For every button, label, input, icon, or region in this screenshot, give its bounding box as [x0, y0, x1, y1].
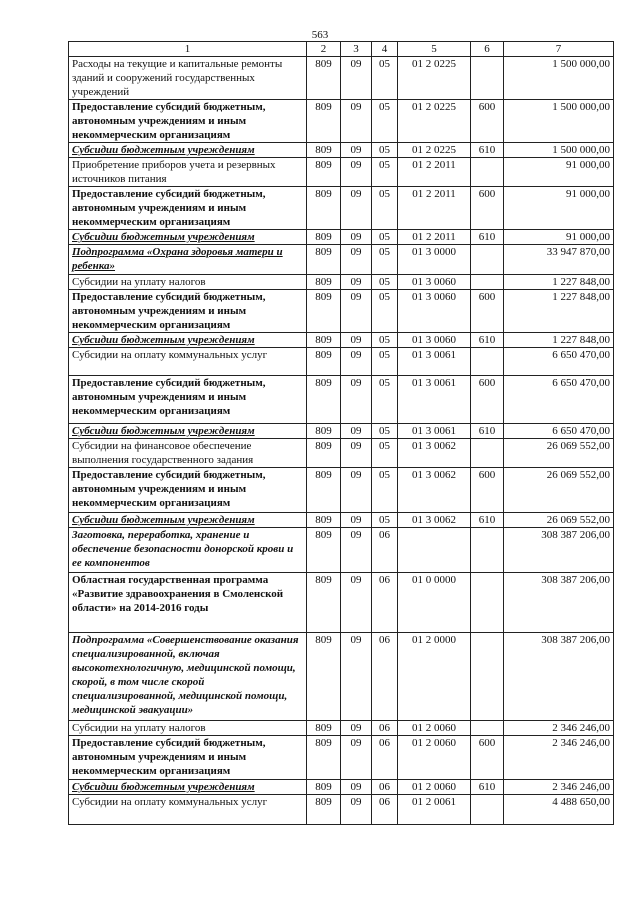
item-name: Областная государственная программа «Развитие здравоохранения в Смоленской области» на 2014-2016 годы	[69, 573, 307, 633]
target-article-code: 01 3 0062	[398, 513, 471, 528]
amount: 1 227 848,00	[504, 290, 614, 333]
section-code: 09	[341, 573, 372, 633]
subsection-code: 05	[372, 468, 398, 513]
subsection-code: 05	[372, 376, 398, 424]
item-name: Субсидии на уплату налогов	[69, 721, 307, 736]
item-name: Субсидии на оплату коммунальных услуг	[69, 348, 307, 376]
target-article-code: 01 3 0062	[398, 468, 471, 513]
ministry-code: 809	[307, 468, 341, 513]
table-row	[69, 513, 614, 528]
subsection-code: 05	[372, 333, 398, 348]
target-article-code: 01 3 0061	[398, 376, 471, 424]
header-row	[69, 42, 614, 57]
target-article-code: 01 3 0060	[398, 275, 471, 290]
amount: 26 069 552,00	[504, 468, 614, 513]
amount: 6 650 470,00	[504, 424, 614, 439]
subsection-code: 05	[372, 348, 398, 376]
ministry-code: 809	[307, 187, 341, 230]
target-article-code: 01 2 0061	[398, 795, 471, 825]
expense-type-code: 600	[471, 187, 504, 230]
subsection-code: 05	[372, 230, 398, 245]
item-name: Субсидии на финансовое обеспечение выполнения государственного задания	[69, 439, 307, 468]
item-name: Субсидии бюджетным учреждениям	[69, 333, 307, 348]
ministry-code: 809	[307, 376, 341, 424]
table-row	[69, 57, 614, 100]
expense-type-code	[471, 721, 504, 736]
item-name: Субсидии бюджетным учреждениям	[69, 143, 307, 158]
amount: 1 227 848,00	[504, 275, 614, 290]
table-row	[69, 100, 614, 143]
item-name: Субсидии бюджетным учреждениям	[69, 424, 307, 439]
expense-type-code: 610	[471, 333, 504, 348]
expense-type-code	[471, 158, 504, 187]
ministry-code: 809	[307, 333, 341, 348]
expense-type-code	[471, 57, 504, 100]
subsection-code: 06	[372, 780, 398, 795]
amount: 308 387 206,00	[504, 528, 614, 573]
amount: 26 069 552,00	[504, 439, 614, 468]
amount: 1 500 000,00	[504, 143, 614, 158]
amount: 2 346 246,00	[504, 736, 614, 780]
table-row	[69, 736, 614, 780]
section-code: 09	[341, 158, 372, 187]
expense-type-code: 610	[471, 780, 504, 795]
amount: 91 000,00	[504, 187, 614, 230]
table-body	[69, 57, 614, 825]
amount: 33 947 870,00	[504, 245, 614, 275]
subsection-code: 05	[372, 439, 398, 468]
ministry-code: 809	[307, 143, 341, 158]
target-article-code: 01 3 0000	[398, 245, 471, 275]
subsection-code: 05	[372, 57, 398, 100]
section-code: 09	[341, 439, 372, 468]
amount: 91 000,00	[504, 158, 614, 187]
budget-table	[68, 41, 614, 825]
item-name: Предоставление субсидий бюджетным, автономным учреждениям и иным некоммерческим организациям	[69, 376, 307, 424]
table-row	[69, 780, 614, 795]
header-col-7: 7	[504, 42, 614, 57]
item-name: Предоставление субсидий бюджетным, автономным учреждениям и иным некоммерческим организациям	[69, 100, 307, 143]
expense-type-code: 600	[471, 468, 504, 513]
target-article-code	[398, 528, 471, 573]
expense-type-code: 600	[471, 736, 504, 780]
ministry-code: 809	[307, 275, 341, 290]
target-article-code: 01 3 0061	[398, 348, 471, 376]
subsection-code: 05	[372, 275, 398, 290]
subsection-code: 05	[372, 158, 398, 187]
target-article-code: 01 3 0062	[398, 439, 471, 468]
subsection-code: 05	[372, 245, 398, 275]
target-article-code: 01 2 2011	[398, 158, 471, 187]
expense-type-code	[471, 795, 504, 825]
expense-type-code: 610	[471, 230, 504, 245]
subsection-code: 05	[372, 143, 398, 158]
expense-type-code	[471, 573, 504, 633]
header-col-3: 3	[341, 42, 372, 57]
subsection-code: 05	[372, 290, 398, 333]
ministry-code: 809	[307, 57, 341, 100]
expense-type-code	[471, 633, 504, 721]
subsection-code: 06	[372, 633, 398, 721]
section-code: 09	[341, 333, 372, 348]
ministry-code: 809	[307, 721, 341, 736]
amount: 308 387 206,00	[504, 633, 614, 721]
item-name: Подпрограмма «Охрана здоровья матери и ребенка»	[69, 245, 307, 275]
item-name: Заготовка, переработка, хранение и обеспечение безопасности донорской крови и ее компонентов	[69, 528, 307, 573]
amount: 1 500 000,00	[504, 57, 614, 100]
header-col-4: 4	[372, 42, 398, 57]
section-code: 09	[341, 528, 372, 573]
section-code: 09	[341, 230, 372, 245]
ministry-code: 809	[307, 795, 341, 825]
target-article-code: 01 2 0225	[398, 100, 471, 143]
amount: 2 346 246,00	[504, 780, 614, 795]
item-name: Предоставление субсидий бюджетным, автономным учреждениям и иным некоммерческим организациям	[69, 290, 307, 333]
table-row	[69, 333, 614, 348]
section-code: 09	[341, 187, 372, 230]
section-code: 09	[341, 424, 372, 439]
section-code: 09	[341, 245, 372, 275]
section-code: 09	[341, 57, 372, 100]
ministry-code: 809	[307, 780, 341, 795]
amount: 6 650 470,00	[504, 348, 614, 376]
expense-type-code: 610	[471, 424, 504, 439]
amount: 1 227 848,00	[504, 333, 614, 348]
amount: 1 500 000,00	[504, 100, 614, 143]
subsection-code: 05	[372, 513, 398, 528]
target-article-code: 01 3 0061	[398, 424, 471, 439]
item-name: Субсидии бюджетным учреждениям	[69, 780, 307, 795]
section-code: 09	[341, 721, 372, 736]
subsection-code: 06	[372, 573, 398, 633]
subsection-code: 05	[372, 424, 398, 439]
section-code: 09	[341, 736, 372, 780]
expense-type-code: 610	[471, 143, 504, 158]
section-code: 09	[341, 348, 372, 376]
table-row	[69, 633, 614, 721]
section-code: 09	[341, 290, 372, 333]
table-row	[69, 468, 614, 513]
table-row	[69, 275, 614, 290]
header-col-1: 1	[69, 42, 307, 57]
section-code: 09	[341, 143, 372, 158]
amount: 4 488 650,00	[504, 795, 614, 825]
table-row	[69, 348, 614, 376]
target-article-code: 01 3 0060	[398, 333, 471, 348]
section-code: 09	[341, 633, 372, 721]
header-col-5: 5	[398, 42, 471, 57]
expense-type-code	[471, 528, 504, 573]
subsection-code: 06	[372, 721, 398, 736]
target-article-code: 01 3 0060	[398, 290, 471, 333]
section-code: 09	[341, 100, 372, 143]
subsection-code: 06	[372, 795, 398, 825]
ministry-code: 809	[307, 633, 341, 721]
subsection-code: 05	[372, 100, 398, 143]
item-name: Субсидии на оплату коммунальных услуг	[69, 795, 307, 825]
header-col-2: 2	[307, 42, 341, 57]
header-col-6: 6	[471, 42, 504, 57]
item-name: Субсидии бюджетным учреждениям	[69, 230, 307, 245]
subsection-code: 05	[372, 187, 398, 230]
table-row	[69, 721, 614, 736]
amount: 6 650 470,00	[504, 376, 614, 424]
table-row	[69, 528, 614, 573]
expense-type-code: 600	[471, 100, 504, 143]
table-row	[69, 230, 614, 245]
table-row	[69, 439, 614, 468]
target-article-code: 01 2 2011	[398, 230, 471, 245]
table-row	[69, 573, 614, 633]
table-row	[69, 143, 614, 158]
target-article-code: 01 2 0060	[398, 721, 471, 736]
subsection-code: 06	[372, 528, 398, 573]
item-name: Субсидии на уплату налогов	[69, 275, 307, 290]
ministry-code: 809	[307, 290, 341, 333]
ministry-code: 809	[307, 573, 341, 633]
expense-type-code: 600	[471, 290, 504, 333]
expense-type-code	[471, 439, 504, 468]
table-row	[69, 424, 614, 439]
expense-type-code	[471, 275, 504, 290]
ministry-code: 809	[307, 348, 341, 376]
section-code: 09	[341, 376, 372, 424]
item-name: Предоставление субсидий бюджетным, автономным учреждениям и иным некоммерческим организациям	[69, 187, 307, 230]
target-article-code: 01 0 0000	[398, 573, 471, 633]
page-number: 563	[311, 29, 329, 41]
target-article-code: 01 2 0000	[398, 633, 471, 721]
ministry-code: 809	[307, 439, 341, 468]
item-name: Предоставление субсидий бюджетным, автономным учреждениям и иным некоммерческим организациям	[69, 736, 307, 780]
target-article-code: 01 2 2011	[398, 187, 471, 230]
target-article-code: 01 2 0060	[398, 736, 471, 780]
table-row	[69, 187, 614, 230]
expense-type-code: 610	[471, 513, 504, 528]
table-row	[69, 158, 614, 187]
item-name: Подпрограмма «Совершенствование оказания специализированной, включая высокотехнологичную, медицинской помощи, скорой, в том числе скорой специализированной, медицинской помощи, медицинской эвакуации»	[69, 633, 307, 721]
section-code: 09	[341, 513, 372, 528]
expense-type-code	[471, 245, 504, 275]
ministry-code: 809	[307, 245, 341, 275]
ministry-code: 809	[307, 100, 341, 143]
amount: 308 387 206,00	[504, 573, 614, 633]
table-row	[69, 376, 614, 424]
subsection-code: 06	[372, 736, 398, 780]
section-code: 09	[341, 468, 372, 513]
ministry-code: 809	[307, 513, 341, 528]
ministry-code: 809	[307, 424, 341, 439]
ministry-code: 809	[307, 158, 341, 187]
ministry-code: 809	[307, 528, 341, 573]
item-name: Расходы на текущие и капитальные ремонты зданий и сооружений государственных учреждений	[69, 57, 307, 100]
table-row	[69, 795, 614, 825]
item-name: Предоставление субсидий бюджетным, автономным учреждениям и иным некоммерческим организациям	[69, 468, 307, 513]
target-article-code: 01 2 0225	[398, 57, 471, 100]
item-name: Субсидии бюджетным учреждениям	[69, 513, 307, 528]
section-code: 09	[341, 275, 372, 290]
expense-type-code	[471, 348, 504, 376]
target-article-code: 01 2 0225	[398, 143, 471, 158]
target-article-code: 01 2 0060	[398, 780, 471, 795]
item-name: Приобретение приборов учета и резервных источников питания	[69, 158, 307, 187]
amount: 2 346 246,00	[504, 721, 614, 736]
ministry-code: 809	[307, 736, 341, 780]
expense-type-code: 600	[471, 376, 504, 424]
section-code: 09	[341, 780, 372, 795]
section-code: 09	[341, 795, 372, 825]
table-row	[69, 290, 614, 333]
table-row	[69, 245, 614, 275]
amount: 26 069 552,00	[504, 513, 614, 528]
ministry-code: 809	[307, 230, 341, 245]
amount: 91 000,00	[504, 230, 614, 245]
